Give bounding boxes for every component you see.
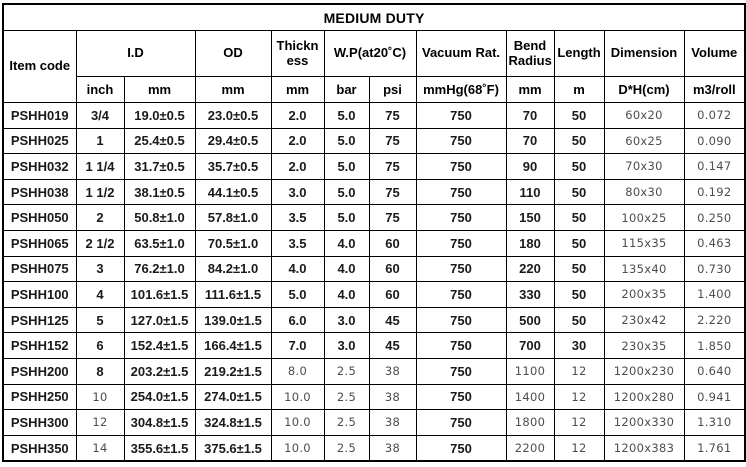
table-cell-thickness-mm: 8.0: [271, 358, 324, 384]
table-cell-id-inch: 3: [76, 256, 124, 282]
table-cell-wp-bar: 5.0: [324, 179, 369, 205]
table-cell-length-m: 12: [554, 358, 604, 384]
table-cell-volume-m3-roll: 2.220: [684, 307, 745, 333]
table-cell-thickness-mm: 10.0: [271, 410, 324, 436]
table-cell-volume-m3-roll: 0.941: [684, 384, 745, 410]
table-cell-bend-radius-mm: 330: [506, 282, 554, 308]
table-cell-vacuum-mmhg: 750: [416, 230, 506, 256]
table-row: [3, 358, 745, 384]
table-cell-od-mm: 324.8±1.5: [195, 410, 271, 436]
table-cell-id-inch: 1 1/2: [76, 179, 124, 205]
table-cell-od-mm: 166.4±1.5: [195, 333, 271, 359]
table-cell-vacuum-mmhg: 750: [416, 256, 506, 282]
table-cell-id-inch: 1 1/4: [76, 154, 124, 180]
table-cell-volume-m3-roll: 0.250: [684, 205, 745, 231]
table-cell-od-mm: 274.0±1.5: [195, 384, 271, 410]
table-cell-id-inch: 5: [76, 307, 124, 333]
spec-sheet: [2, 3, 746, 462]
table-head: [3, 4, 745, 103]
table-cell-bend-radius-mm: 150: [506, 205, 554, 231]
table-cell-wp-bar: 4.0: [324, 282, 369, 308]
table-cell-thickness-mm: 2.0: [271, 154, 324, 180]
table-cell-wp-psi: 38: [369, 358, 416, 384]
table-cell-od-mm: 29.4±0.5: [195, 128, 271, 154]
table-row: [3, 410, 745, 436]
item-code-cell: PSHH032: [3, 154, 76, 180]
header-row-units: [3, 77, 745, 103]
table-cell-volume-m3-roll: 1.850: [684, 333, 745, 359]
table-cell-vacuum-mmhg: 750: [416, 384, 506, 410]
col-group-vacuum: Vacuum Rat.: [416, 31, 506, 77]
table-cell-thickness-mm: 10.0: [271, 384, 324, 410]
table-cell-id-inch: 14: [76, 435, 124, 461]
table-cell-dimension-dxh: 80x30: [604, 179, 684, 205]
table-cell-length-m: 50: [554, 282, 604, 308]
table-cell-wp-psi: 75: [369, 179, 416, 205]
table-cell-id-mm: 127.0±1.5: [124, 307, 195, 333]
item-code-cell: PSHH152: [3, 333, 76, 359]
table-cell-od-mm: 84.2±1.0: [195, 256, 271, 282]
col-unit-id-inch: inch: [76, 77, 124, 103]
table-cell-dimension-dxh: 115x35: [604, 230, 684, 256]
table-cell-od-mm: 44.1±0.5: [195, 179, 271, 205]
table-cell-length-m: 50: [554, 154, 604, 180]
col-unit-thickness-mm: mm: [271, 77, 324, 103]
col-group-bend-radius: Bend Radius: [506, 31, 554, 77]
col-unit-wp-psi: psi: [369, 77, 416, 103]
table-row: [3, 179, 745, 205]
table-cell-length-m: 50: [554, 128, 604, 154]
table-cell-bend-radius-mm: 700: [506, 333, 554, 359]
table-cell-bend-radius-mm: 110: [506, 179, 554, 205]
table-cell-wp-bar: 5.0: [324, 128, 369, 154]
table-cell-length-m: 50: [554, 230, 604, 256]
table-cell-id-inch: 12: [76, 410, 124, 436]
table-cell-vacuum-mmhg: 750: [416, 179, 506, 205]
table-cell-id-mm: 355.6±1.5: [124, 435, 195, 461]
item-code-cell: PSHH019: [3, 103, 76, 129]
table-cell-vacuum-mmhg: 750: [416, 154, 506, 180]
table-cell-od-mm: 111.6±1.5: [195, 282, 271, 308]
table-body: [3, 103, 745, 462]
table-row: [3, 128, 745, 154]
col-group-dimension: Dimension: [604, 31, 684, 77]
table-cell-wp-psi: 38: [369, 435, 416, 461]
table-row: [3, 205, 745, 231]
table-cell-dimension-dxh: 60x20: [604, 103, 684, 129]
table-cell-dimension-dxh: 230x42: [604, 307, 684, 333]
table-cell-id-mm: 152.4±1.5: [124, 333, 195, 359]
item-code-cell: PSHH075: [3, 256, 76, 282]
col-group-id: I.D: [76, 31, 195, 77]
table-cell-vacuum-mmhg: 750: [416, 435, 506, 461]
table-cell-bend-radius-mm: 220: [506, 256, 554, 282]
table-cell-dimension-dxh: 135x40: [604, 256, 684, 282]
table-cell-id-inch: 4: [76, 282, 124, 308]
medium-duty-table: [2, 3, 746, 462]
table-cell-bend-radius-mm: 90: [506, 154, 554, 180]
table-cell-thickness-mm: 2.0: [271, 103, 324, 129]
table-cell-id-mm: 254.0±1.5: [124, 384, 195, 410]
table-cell-bend-radius-mm: 70: [506, 103, 554, 129]
table-cell-length-m: 50: [554, 307, 604, 333]
table-cell-id-mm: 25.4±0.5: [124, 128, 195, 154]
table-cell-thickness-mm: 3.5: [271, 230, 324, 256]
table-cell-wp-psi: 45: [369, 333, 416, 359]
table-cell-wp-psi: 75: [369, 128, 416, 154]
table-cell-length-m: 50: [554, 256, 604, 282]
table-row: [3, 435, 745, 461]
table-cell-bend-radius-mm: 180: [506, 230, 554, 256]
table-cell-bend-radius-mm: 1100: [506, 358, 554, 384]
table-title-row: [3, 4, 745, 31]
table-cell-volume-m3-roll: 0.192: [684, 179, 745, 205]
table-cell-wp-psi: 38: [369, 410, 416, 436]
table-cell-wp-bar: 2.5: [324, 384, 369, 410]
table-cell-id-mm: 50.8±1.0: [124, 205, 195, 231]
item-code-cell: PSHH300: [3, 410, 76, 436]
item-code-cell: PSHH025: [3, 128, 76, 154]
col-group-od: OD: [195, 31, 271, 77]
table-cell-vacuum-mmhg: 750: [416, 282, 506, 308]
table-cell-dimension-dxh: 200x35: [604, 282, 684, 308]
table-cell-volume-m3-roll: 0.147: [684, 154, 745, 180]
table-cell-length-m: 50: [554, 205, 604, 231]
table-cell-vacuum-mmhg: 750: [416, 103, 506, 129]
table-row: [3, 307, 745, 333]
table-cell-id-mm: 63.5±1.0: [124, 230, 195, 256]
table-cell-id-inch: 1: [76, 128, 124, 154]
table-cell-thickness-mm: 3.0: [271, 179, 324, 205]
table-cell-volume-m3-roll: 0.072: [684, 103, 745, 129]
table-cell-wp-bar: 3.0: [324, 307, 369, 333]
item-code-cell: PSHH065: [3, 230, 76, 256]
table-cell-wp-psi: 60: [369, 256, 416, 282]
table-cell-length-m: 30: [554, 333, 604, 359]
table-cell-id-mm: 31.7±0.5: [124, 154, 195, 180]
table-cell-dimension-dxh: 1200x280: [604, 384, 684, 410]
table-cell-od-mm: 139.0±1.5: [195, 307, 271, 333]
col-unit-bend-radius-mm: mm: [506, 77, 554, 103]
table-cell-id-mm: 38.1±0.5: [124, 179, 195, 205]
table-row: [3, 282, 745, 308]
table-cell-bend-radius-mm: 70: [506, 128, 554, 154]
table-cell-wp-bar: 2.5: [324, 410, 369, 436]
col-group-thickness: Thickness: [271, 31, 324, 77]
item-code-cell: PSHH038: [3, 179, 76, 205]
col-group-item-code: Item code: [3, 31, 76, 103]
col-group-wp: W.P(at20˚C): [324, 31, 416, 77]
table-cell-od-mm: 375.6±1.5: [195, 435, 271, 461]
col-unit-id-mm: mm: [124, 77, 195, 103]
page-title: MEDIUM DUTY: [3, 4, 745, 31]
table-cell-length-m: 12: [554, 435, 604, 461]
table-cell-volume-m3-roll: 0.090: [684, 128, 745, 154]
table-cell-id-inch: 6: [76, 333, 124, 359]
table-cell-thickness-mm: 4.0: [271, 256, 324, 282]
table-cell-vacuum-mmhg: 750: [416, 205, 506, 231]
table-cell-dimension-dxh: 1200x230: [604, 358, 684, 384]
col-unit-length-m: m: [554, 77, 604, 103]
table-cell-length-m: 50: [554, 103, 604, 129]
table-cell-wp-bar: 2.5: [324, 435, 369, 461]
table-cell-vacuum-mmhg: 750: [416, 410, 506, 436]
col-unit-dimension-dxh: D*H(cm): [604, 77, 684, 103]
col-unit-wp-bar: bar: [324, 77, 369, 103]
table-cell-thickness-mm: 6.0: [271, 307, 324, 333]
table-cell-od-mm: 35.7±0.5: [195, 154, 271, 180]
table-cell-wp-bar: 5.0: [324, 205, 369, 231]
table-cell-thickness-mm: 2.0: [271, 128, 324, 154]
table-cell-vacuum-mmhg: 750: [416, 333, 506, 359]
table-cell-wp-bar: 5.0: [324, 103, 369, 129]
table-cell-od-mm: 57.8±1.0: [195, 205, 271, 231]
table-row: [3, 103, 745, 129]
table-cell-wp-bar: 5.0: [324, 154, 369, 180]
table-cell-wp-bar: 4.0: [324, 230, 369, 256]
table-cell-dimension-dxh: 230x35: [604, 333, 684, 359]
table-cell-thickness-mm: 10.0: [271, 435, 324, 461]
table-cell-thickness-mm: 5.0: [271, 282, 324, 308]
table-cell-length-m: 50: [554, 179, 604, 205]
table-cell-id-mm: 203.2±1.5: [124, 358, 195, 384]
table-cell-volume-m3-roll: 0.640: [684, 358, 745, 384]
table-cell-od-mm: 23.0±0.5: [195, 103, 271, 129]
col-unit-volume-m3-roll: m3/roll: [684, 77, 745, 103]
table-cell-wp-bar: 3.0: [324, 333, 369, 359]
item-code-cell: PSHH100: [3, 282, 76, 308]
table-cell-wp-bar: 2.5: [324, 358, 369, 384]
table-cell-wp-psi: 60: [369, 230, 416, 256]
table-cell-bend-radius-mm: 1800: [506, 410, 554, 436]
col-group-length: Length: [554, 31, 604, 77]
table-cell-od-mm: 70.5±1.0: [195, 230, 271, 256]
table-cell-od-mm: 219.2±1.5: [195, 358, 271, 384]
table-cell-id-inch: 3/4: [76, 103, 124, 129]
table-cell-id-mm: 101.6±1.5: [124, 282, 195, 308]
table-cell-bend-radius-mm: 2200: [506, 435, 554, 461]
table-cell-wp-psi: 75: [369, 154, 416, 180]
table-cell-id-mm: 76.2±1.0: [124, 256, 195, 282]
item-code-cell: PSHH200: [3, 358, 76, 384]
table-cell-wp-psi: 38: [369, 384, 416, 410]
table-cell-dimension-dxh: 1200x383: [604, 435, 684, 461]
table-cell-id-inch: 2: [76, 205, 124, 231]
col-unit-od-mm: mm: [195, 77, 271, 103]
table-cell-vacuum-mmhg: 750: [416, 358, 506, 384]
header-row-groups: [3, 31, 745, 77]
table-cell-volume-m3-roll: 1.310: [684, 410, 745, 436]
table-cell-id-inch: 8: [76, 358, 124, 384]
table-cell-volume-m3-roll: 0.463: [684, 230, 745, 256]
table-cell-id-inch: 2 1/2: [76, 230, 124, 256]
table-cell-volume-m3-roll: 0.730: [684, 256, 745, 282]
table-row: [3, 333, 745, 359]
table-cell-dimension-dxh: 60x25: [604, 128, 684, 154]
table-cell-dimension-dxh: 1200x330: [604, 410, 684, 436]
item-code-cell: PSHH050: [3, 205, 76, 231]
table-cell-dimension-dxh: 70x30: [604, 154, 684, 180]
table-cell-wp-psi: 75: [369, 205, 416, 231]
table-cell-wp-psi: 60: [369, 282, 416, 308]
item-code-cell: PSHH125: [3, 307, 76, 333]
table-cell-length-m: 12: [554, 384, 604, 410]
table-cell-id-mm: 19.0±0.5: [124, 103, 195, 129]
table-cell-wp-psi: 75: [369, 103, 416, 129]
table-cell-thickness-mm: 7.0: [271, 333, 324, 359]
table-cell-wp-psi: 45: [369, 307, 416, 333]
table-cell-wp-bar: 4.0: [324, 256, 369, 282]
table-cell-dimension-dxh: 100x25: [604, 205, 684, 231]
item-code-cell: PSHH250: [3, 384, 76, 410]
table-cell-id-inch: 10: [76, 384, 124, 410]
table-cell-length-m: 12: [554, 410, 604, 436]
table-row: [3, 154, 745, 180]
table-cell-bend-radius-mm: 1400: [506, 384, 554, 410]
col-group-volume: Volume: [684, 31, 745, 77]
table-cell-vacuum-mmhg: 750: [416, 128, 506, 154]
table-cell-bend-radius-mm: 500: [506, 307, 554, 333]
table-cell-id-mm: 304.8±1.5: [124, 410, 195, 436]
table-row: [3, 230, 745, 256]
table-cell-vacuum-mmhg: 750: [416, 307, 506, 333]
item-code-cell: PSHH350: [3, 435, 76, 461]
table-cell-thickness-mm: 3.5: [271, 205, 324, 231]
table-row: [3, 256, 745, 282]
col-unit-vacuum-mmhg: mmHg(68˚F): [416, 77, 506, 103]
table-cell-volume-m3-roll: 1.761: [684, 435, 745, 461]
table-cell-volume-m3-roll: 1.400: [684, 282, 745, 308]
table-row: [3, 384, 745, 410]
